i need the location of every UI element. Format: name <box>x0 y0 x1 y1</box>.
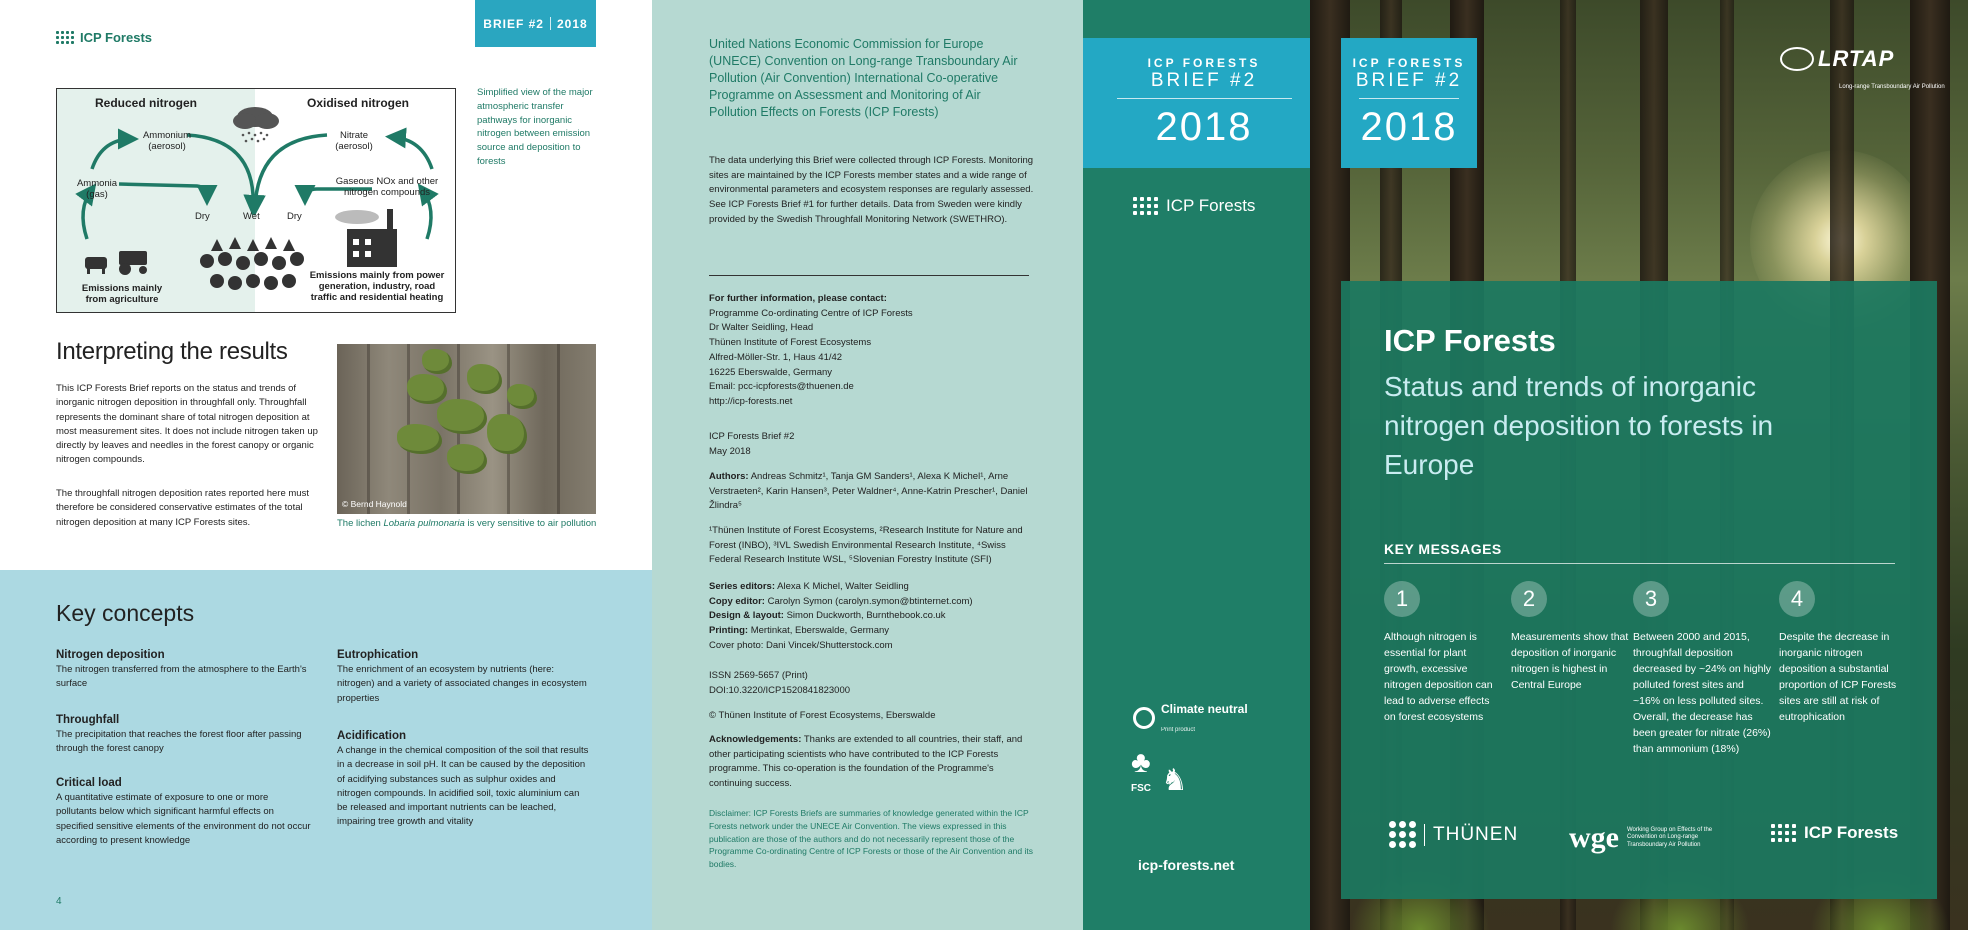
acknowledgements: Acknowledgements: Thanks are extended to all countries, their staff, and other participating scientists who have contributed to the ICP Forests programme. This co-operation is the foundation of the Programme's continuing success. <box>709 734 1023 790</box>
globe-icon <box>1780 47 1814 71</box>
authors-block: Authors: Andreas Schmitz¹, Tanja GM Sanders¹, Alexa K Michel¹, Arne Verstraeten², Karin Hansen³, Peter Waldner⁴, Anne-Katrin Prescher¹, Daniel Žlindra⁵ <box>709 471 1028 512</box>
ammonium-label: Ammonium (aerosol) <box>142 130 192 152</box>
key-message-4: 4 Despite the decrease in inorganic nitrogen deposition a substantial proportion of ICP Forests sites are still at risk of eutrophication <box>1779 581 1899 725</box>
icp-dots-icon <box>1771 824 1796 842</box>
page-4-top <box>0 0 652 570</box>
wge-logo: wge Working Group on Effects of the Convention on Long-range Transboundary Air Pollution <box>1569 821 1713 854</box>
forests-for-all-icon: ♞ <box>1161 764 1188 797</box>
page-4 <box>0 0 652 930</box>
lrtap-subtitle: Long-range Transboundary Air Pollution <box>1839 84 1945 90</box>
key-message-3: 3 Between 2000 and 2015, throughfall deposition decreased by ~24% on highly polluted forest sites and ~16% on less polluted sites. Overall, the decrease has been greater for nitrate (26%) than ammonium (18%) <box>1633 581 1773 758</box>
lichen-photo <box>337 344 596 514</box>
key-message-2: 2 Measurements show that deposition of inorganic nitrogen is highest in Central Europe <box>1511 581 1629 693</box>
contact-website-link[interactable]: http://icp-forests.net <box>709 396 793 408</box>
nitrate-label: Nitrate (aerosol) <box>335 130 373 152</box>
concept-eutrophication: Eutrophication The enrichment of an ecosystem by nutrients (here: nitrogen) and a variety of associated changes in ecosystem properties <box>337 649 587 704</box>
brief-tag <box>475 0 596 47</box>
photo-credit: © Bernd Haynold <box>342 499 407 509</box>
icp-forests-logo: ICP Forests <box>1133 196 1255 216</box>
page-number: 4 <box>56 896 62 907</box>
lrtap-logo: LRTAP <box>1780 46 1894 72</box>
dry-right-label: Dry <box>287 211 302 222</box>
icp-dots-icon <box>1133 197 1158 215</box>
key-concepts-section <box>0 570 652 930</box>
icp-dots-icon <box>56 31 74 44</box>
power-label: Emissions mainly from power generation, industry, road traffic and residential heating <box>309 270 445 303</box>
cover-icp-forests-logo: ICP Forests <box>1771 823 1898 843</box>
imprint-page <box>652 0 1083 930</box>
reduced-nitrogen-title: Reduced nitrogen <box>95 96 198 110</box>
fsc-badge: ♣ FSC ♞ <box>1131 746 1188 797</box>
key-concepts-heading: Key concepts <box>56 600 195 626</box>
agriculture-icon <box>85 251 147 275</box>
concept-acidification: Acidification A change in the chemical composition of the soil that results in a decrease in soil pH. It can be caused by the deposition of acidifying substances such as sulphur oxides and nitrogen compounds. In acidified soil, toxic aluminium can be released and important nutrients can be leached, impairing tree growth and vitality <box>337 730 589 828</box>
brief-id-block: ICP Forests Brief #2 May 2018 <box>709 431 795 457</box>
data-note: The data underlying this Brief were collected through ICP Forests. Monitoring sites are maintained by the ICP Forests member states and a wide range of environmental parameters and ecosystem responses are regularly assessed. See ICP Forests Brief #1 for further details. Data from Sweden were kindly provided by the Swedish Throughfall Monitoring Network (SWETHRO). <box>709 155 1034 225</box>
key-message-1: 1 Although nitrogen is essential for plant growth, excessive nitrogen deposition can lead to adverse effects on forest ecosystems <box>1384 581 1502 725</box>
thunen-logo: THÜNEN <box>1389 821 1518 848</box>
brief-tag-year: 2018 <box>556 16 588 31</box>
key-messages-heading: KEY MESSAGES <box>1384 541 1502 557</box>
oxidised-nitrogen-title: Oxidised nitrogen <box>307 96 410 110</box>
brief-tag-label: BRIEF #2 <box>483 16 544 31</box>
fsc-tree-icon: ♣ <box>1131 746 1151 779</box>
front-cover <box>1310 0 1968 930</box>
disclaimer: Disclaimer: ICP Forests Briefs are summaries of knowledge generated within the ICP Forests network under the UNECE Air Convention. The views expressed in this publication are those of the authors and do not necessarily represent those of the Programme Co-ordinating Centre of ICP Forests or those of the Air Convention and its bodies. <box>709 808 1033 869</box>
dry-left-label: Dry <box>195 211 210 222</box>
contact-block: For further information, please contact: Programme Co-ordinating Centre of ICP Forests Dr Walter Seidling, Head Thünen Institute of Forest Ecosystems Alfred-Möller-Str. 1, Haus 41/42 16225 Eberswalde, Germany Email: pcc-icpforests@thuenen.de http://icp-forests.net <box>709 293 913 408</box>
agriculture-label: Emissions mainly from agriculture <box>81 283 163 305</box>
interpreting-paragraph-2: The throughfall nitrogen deposition rates reported here must therefore be considered conservative estimates of the total nitrogen deposition at many ICP Forests sites. <box>56 488 309 528</box>
brief-year-box: ICP FORESTS BRIEF #2 2018 <box>1083 38 1325 168</box>
nitrogen-pathway-diagram <box>56 88 456 313</box>
cover-subtitle: Status and trends of inorganic nitrogen deposition to forests in Europe <box>1384 371 1774 481</box>
divider <box>709 275 1029 276</box>
wet-label: Wet <box>243 211 260 222</box>
ammonia-label: Ammonia (gas) <box>76 178 118 200</box>
rain-cloud-icon <box>233 107 279 142</box>
photo-caption: The lichen Lobaria pulmonaria is very sensitive to air pollution <box>337 518 597 529</box>
climate-neutral-icon <box>1133 707 1155 729</box>
forest-icon <box>200 237 304 290</box>
cover-title-box <box>1341 281 1937 899</box>
icp-forests-mini-logo <box>56 30 152 45</box>
concept-nitrogen-deposition: Nitrogen deposition The nitrogen transferred from the atmosphere to the Earth's surface <box>56 649 307 690</box>
thunen-dots-icon <box>1389 821 1416 848</box>
factory-icon <box>335 209 397 267</box>
concept-throughfall: Throughfall The precipitation that reaches the forest floor after passing through the forest canopy <box>56 714 302 755</box>
icp-mini-label: ICP Forests <box>80 30 153 45</box>
gaseous-label: Gaseous NOx and other nitrogen compounds <box>335 176 439 198</box>
interpreting-paragraph-1: This ICP Forests Brief reports on the status and trends of inorganic nitrogen deposition in throughfall only. Throughfall represents the dominant share of total nitrogen deposition at most measurement sites. It does not include nitrogen taken up directly by leaves and needles in the forest canopy or organic nitrogen compounds. <box>56 383 318 466</box>
website-link[interactable]: icp-forests.net <box>1138 857 1235 873</box>
climate-neutral-badge: Climate neutral Print product <box>1133 700 1248 736</box>
back-cover-spine <box>1083 0 1310 930</box>
credits-block: Series editors: Alexa K Michel, Walter Seidling Copy editor: Carolyn Symon (carolyn.symon@btinternet.com) Design & layout: Simon Duckworth, Burnthebook.co.uk Printing: Mertinkat, Eberswalde, Germany Cover photo: Dani Vincek/Shutterstock.com <box>709 581 973 651</box>
unece-intro: United Nations Economic Commission for Europe (UNECE) Convention on Long-range Transboundary Air Pollution (Air Convention) International Co-operative Programme on Assessment and Monitoring of Air Pollution Effects on Forests (ICP Forests) <box>709 37 1018 119</box>
interpreting-heading: Interpreting the results <box>56 338 288 365</box>
issn-block: ISSN 2569-5657 (Print) DOI:10.3220/ICP1520841823000 <box>709 670 851 696</box>
cover-year-box: ICP FORESTS BRIEF #2 2018 <box>1341 38 1477 168</box>
concept-critical-load: Critical load A quantitative estimate of exposure to one or more pollutants below which significant harmful effects on specified sensitive elements of the environment do not occur according to present knowledge <box>56 777 311 846</box>
cover-title: ICP Forests <box>1384 323 1556 358</box>
diagram-caption: Simplified view of the major atmospheric transfer pathways for inorganic nitrogen between emission source and deposition to forests <box>477 87 593 167</box>
affiliations-block: ¹Thünen Institute of Forest Ecosystems, ²Research Institute for Nature and Forest (INBO), ³IVL Swedish Environmental Research Institute, ⁴Swiss Federal Research Institute WSL, ⁵Slovenian Forestry Institute (SFI) <box>709 525 1023 566</box>
copyright: © Thünen Institute of Forest Ecosystems, Eberswalde <box>709 710 936 721</box>
